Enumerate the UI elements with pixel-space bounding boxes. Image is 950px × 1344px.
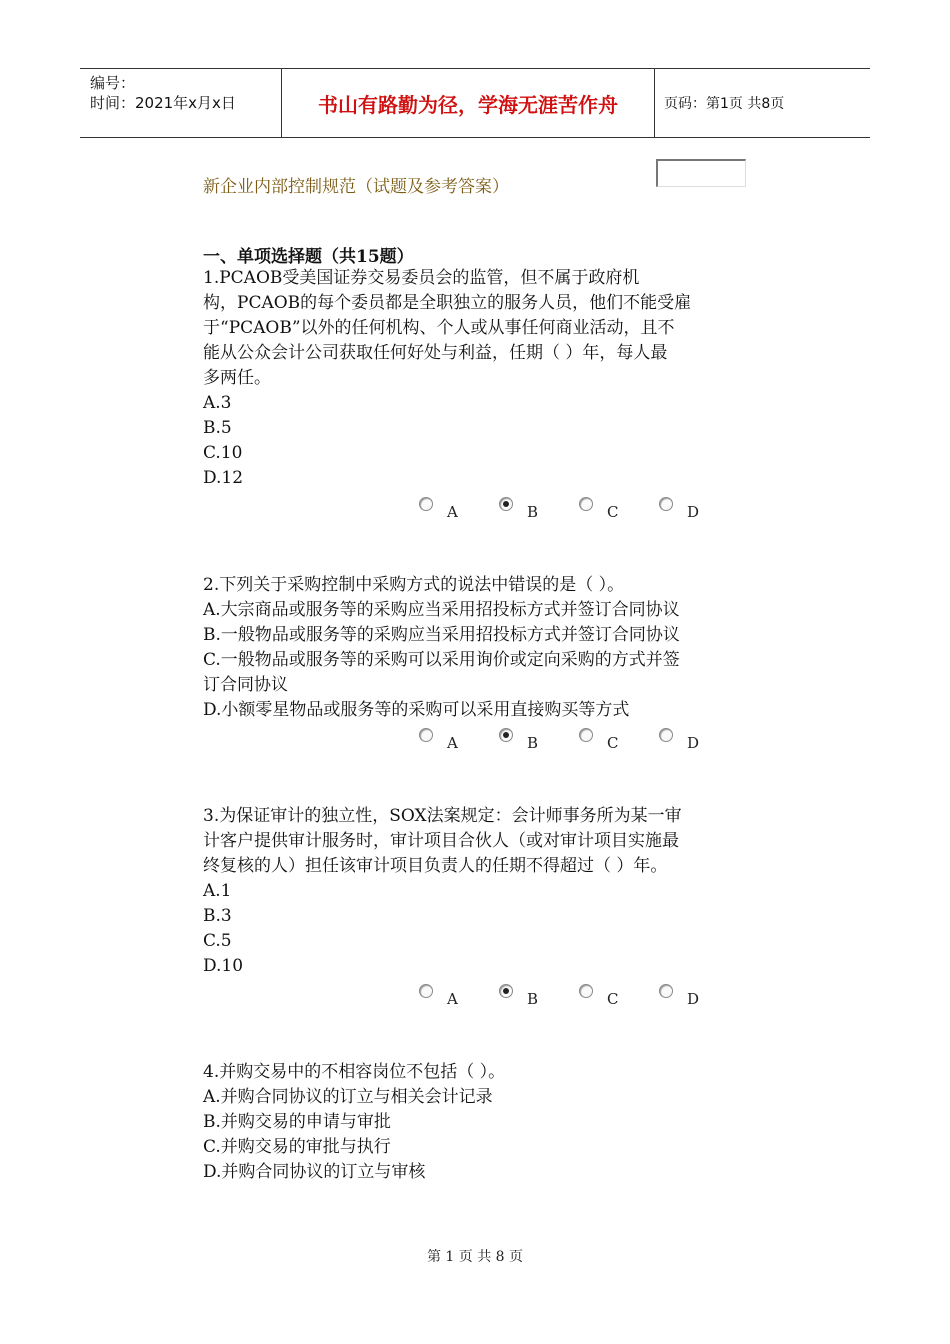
radio-option-c[interactable] <box>579 497 618 521</box>
radio-option-a[interactable] <box>419 728 458 752</box>
question-stem-line: 3.为保证审计的独立性，SOX法案规定：会计师事务所为某一审 <box>203 806 682 826</box>
radio-label: B <box>527 990 539 1008</box>
option-text: D.10 <box>203 956 244 976</box>
question-stem-line: 计客户提供审计服务时，审计项目合伙人（或对审计项目实施最 <box>203 831 679 851</box>
radio-circle[interactable] <box>419 497 433 511</box>
question-3 <box>203 804 743 979</box>
radio-label: D <box>687 734 700 752</box>
answer-radio-group-3 <box>415 984 715 1006</box>
time-label: 时间：2021年x月x日 <box>90 94 236 112</box>
radio-circle[interactable] <box>579 984 593 998</box>
option-text: B.3 <box>203 906 232 926</box>
option-text: C.一般物品或服务等的采购可以采用询价或定向采购的方式并签 <box>203 650 680 670</box>
radio-label: B <box>527 503 539 521</box>
radio-circle[interactable] <box>659 497 673 511</box>
radio-circle-checked[interactable] <box>499 984 513 998</box>
option-text: A.并购合同协议的订立与相关会计记录 <box>203 1087 493 1107</box>
option-text: A.1 <box>203 881 232 901</box>
radio-label: B <box>527 734 539 752</box>
score-input-box[interactable] <box>656 159 746 187</box>
radio-label: D <box>687 990 700 1008</box>
radio-label: C <box>607 734 619 752</box>
radio-option-d[interactable] <box>659 728 699 752</box>
radio-circle-checked[interactable] <box>499 497 513 511</box>
option-text: B.一般物品或服务等的采购应当采用招投标方式并签订合同协议 <box>203 625 680 645</box>
radio-option-a[interactable] <box>419 497 458 521</box>
radio-circle[interactable] <box>659 984 673 998</box>
option-text: 订合同协议 <box>203 675 288 695</box>
radio-option-a[interactable] <box>419 984 458 1008</box>
option-text: D.并购合同协议的订立与审核 <box>203 1162 426 1182</box>
document-title: 新企业内部控制规范（试题及参考答案） <box>203 177 509 197</box>
question-2 <box>203 573 743 723</box>
radio-circle-checked[interactable] <box>499 728 513 742</box>
option-text: C.5 <box>203 931 232 951</box>
option-text: A.大宗商品或服务等的采购应当采用招投标方式并签订合同协议 <box>203 600 680 620</box>
answer-radio-group-1 <box>415 497 715 519</box>
radio-circle[interactable] <box>419 984 433 998</box>
header-meta <box>90 73 236 113</box>
question-4 <box>203 1060 743 1185</box>
question-stem-line: 于“PCAOB”以外的任何机构、个人或从事任何商业活动，且不 <box>203 318 675 338</box>
radio-option-d[interactable] <box>659 497 699 521</box>
question-stem-line: 终复核的人）担任该审计项目负责人的任期不得超过（ ）年。 <box>203 856 668 876</box>
header-divider <box>654 69 655 137</box>
option-text: C.并购交易的审批与执行 <box>203 1137 391 1157</box>
question-stem-line: 能从公众会计公司获取任何好处与利益，任期（ ）年，每人最 <box>203 343 668 363</box>
radio-option-b[interactable] <box>499 728 538 752</box>
radio-label: D <box>687 503 700 521</box>
question-1 <box>203 266 743 491</box>
question-stem-line: 2.下列关于采购控制中采购方式的说法中错误的是（ ）。 <box>203 575 625 595</box>
radio-label: A <box>447 734 458 752</box>
radio-label: A <box>447 990 458 1008</box>
question-stem-line: 1.PCAOB受美国证券交易委员会的监管，但不属于政府机 <box>203 268 640 288</box>
answer-radio-group-2 <box>415 728 715 750</box>
question-stem-line: 4.并购交易中的不相容岗位不包括（ ）。 <box>203 1062 506 1082</box>
radio-option-c[interactable] <box>579 728 618 752</box>
radio-circle[interactable] <box>579 728 593 742</box>
option-text: C.10 <box>203 443 243 463</box>
header-page-info: 页码：第1页 共8页 <box>664 96 785 112</box>
radio-circle[interactable] <box>659 728 673 742</box>
option-text: B.5 <box>203 418 232 438</box>
radio-circle[interactable] <box>419 728 433 742</box>
radio-option-b[interactable] <box>499 984 538 1008</box>
radio-option-b[interactable] <box>499 497 538 521</box>
page-header <box>80 68 870 138</box>
question-stem-line: 构，PCAOB的每个委员都是全职独立的服务人员，他们不能受雇 <box>203 293 692 313</box>
section-title: 一、单项选择题（共15题） <box>203 247 414 267</box>
number-label: 编号： <box>90 74 136 92</box>
option-text: B.并购交易的申请与审批 <box>203 1112 391 1132</box>
radio-label: C <box>607 990 619 1008</box>
radio-option-c[interactable] <box>579 984 618 1008</box>
radio-option-d[interactable] <box>659 984 699 1008</box>
option-text: D.12 <box>203 468 244 488</box>
radio-label: C <box>607 503 619 521</box>
radio-label: A <box>447 503 458 521</box>
option-text: A.3 <box>203 393 232 413</box>
option-text: D.小额零星物品或服务等的采购可以采用直接购买等方式 <box>203 700 630 720</box>
page-footer: 第 1 页 共 8 页 <box>426 1249 524 1265</box>
question-stem-line: 多两任。 <box>203 368 271 388</box>
radio-circle[interactable] <box>579 497 593 511</box>
header-motto: 书山有路勤为径，学海无涯苦作舟 <box>318 92 618 117</box>
